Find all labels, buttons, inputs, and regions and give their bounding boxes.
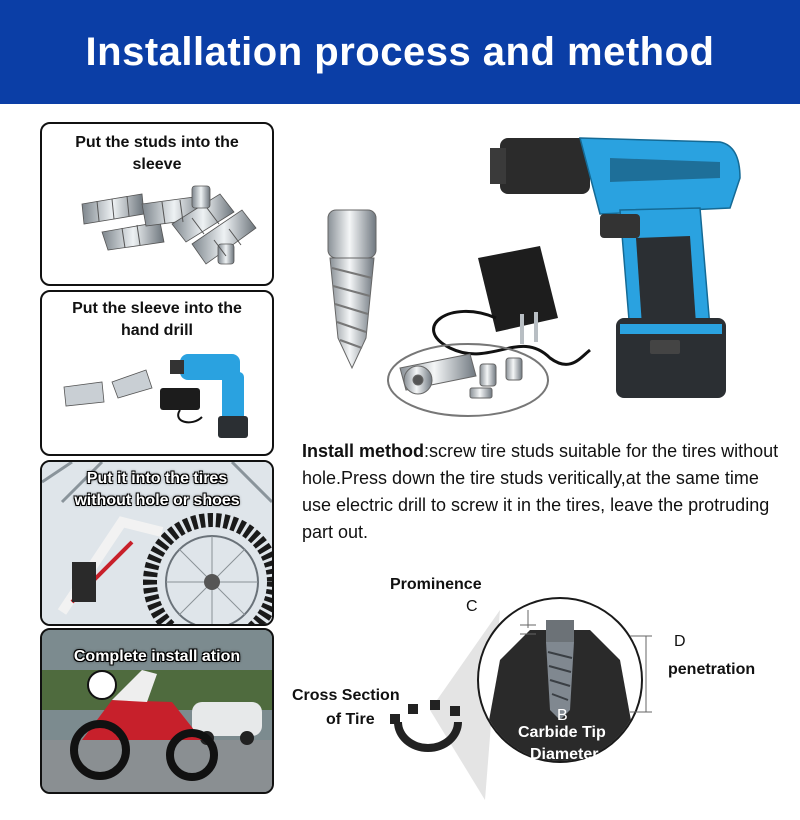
page-title: Installation process and method bbox=[85, 29, 715, 74]
step-card-complete bbox=[40, 628, 274, 794]
c-label: C bbox=[466, 598, 478, 615]
step-card-sleeve-into-drill bbox=[40, 290, 274, 456]
step-card-into-tires bbox=[40, 460, 274, 626]
step-caption: Complete install ation bbox=[73, 648, 241, 665]
step-caption: Put the studs into the sleeve bbox=[75, 134, 239, 173]
step-caption: Put it into the tires without hole or shoes bbox=[74, 470, 240, 509]
b-label: B bbox=[557, 707, 568, 724]
cross-section-label: Cross Section bbox=[292, 687, 400, 704]
diameter-label: Diameter bbox=[530, 746, 599, 763]
carbide-tip-label: Carbide Tip bbox=[518, 724, 606, 741]
prominence-label: Prominence bbox=[390, 576, 482, 593]
install-method-label: Install method bbox=[302, 441, 425, 461]
sleeve-accessories bbox=[400, 354, 522, 398]
header-banner bbox=[0, 0, 800, 104]
step-card-studs-into-sleeve bbox=[40, 122, 274, 286]
drill-kit-illustration bbox=[42, 292, 272, 454]
install-method-text bbox=[302, 438, 782, 546]
of-tire-label: of Tire bbox=[326, 711, 375, 728]
studs-illustration bbox=[42, 124, 272, 284]
d-label: D bbox=[674, 633, 686, 650]
penetration-label: penetration bbox=[668, 661, 756, 678]
product-illustration bbox=[300, 118, 780, 418]
install-method-description: :screw tire studs suitable for the tires without hole.Press down the tire studs veritically,at the same time use electric drill to screw it in the tires, leave the protruding part out. bbox=[302, 441, 779, 542]
step-caption: Put the sleeve into the hand drill bbox=[72, 300, 242, 339]
tire-stud bbox=[328, 210, 376, 368]
charger bbox=[434, 246, 590, 364]
